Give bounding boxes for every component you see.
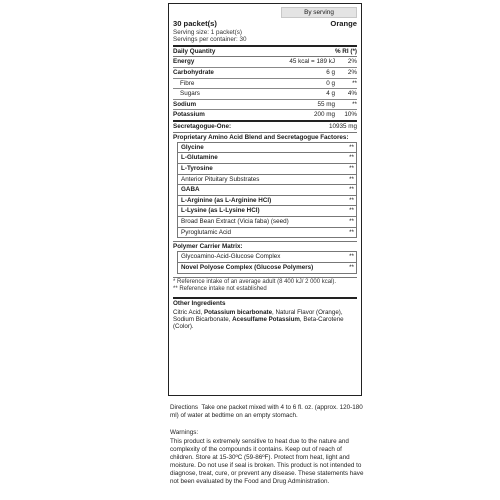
ingredient-name: Broad Bean Extract (Vicia faba) (seed) [181,217,289,225]
ingredient-ri: ** [349,165,354,172]
nutrient-ri: 2% [347,58,357,66]
daily-quantity-header [173,47,357,56]
nutrition-label [168,3,362,396]
secretagogue-name: Secretagogue-One: [173,122,232,130]
warnings-label: Warnings: [170,429,199,437]
nutrient-amount: 4 g [326,90,335,98]
ingredient-ri: ** [349,196,354,204]
ingredient-row [178,196,356,207]
ingredient-part: , Beta-Carotene (Color). [173,315,344,330]
ingredient-name: Anterior Pituitary Substrates [181,175,260,183]
label-header [173,20,357,29]
directions-label: Directions [170,404,198,411]
flavor: Orange [330,19,357,28]
nutrient-amount: 55 mg [317,100,335,108]
servings-per-container: Servings per container: 30 [173,35,247,43]
ingredient-row [178,228,356,239]
ingredient-row [178,164,356,175]
ingredient-ri: ** [349,263,354,271]
nutrient-amount: 45 kcal = 189 kJ [289,58,335,66]
by-serving-tab[interactable]: By serving [281,7,357,18]
proprietary-title: Proprietary Amino Acid Blend and Secretagogue Factores: [173,133,349,141]
nutrient-ri: ** [352,79,357,87]
secretagogue-amount: 10935 mg [328,122,357,130]
nutrient-amount: 0 g [326,79,335,87]
ingredients-text [173,309,357,330]
ingredient-name: GABA [181,186,200,194]
ri-header: % RI (*) [334,48,357,56]
ingredient-ri: ** [349,207,354,215]
ingredient-ri: ** [349,175,354,183]
ingredient-ri: ** [349,143,354,151]
ingredient-row [178,185,356,196]
nutrient-ri: 2% [347,69,357,77]
ingredient-name: L-Arginine (as L-Arginine HCl) [181,196,272,204]
nutrient-amount: 200 mg [313,111,335,119]
nutrient-name: Sugars [180,90,200,98]
nutrient-name: Fibre [180,79,195,87]
secretagogue-row [173,122,357,132]
ingredient-ri: ** [349,253,354,261]
ingredient-row [178,217,356,228]
nutrient-row [173,109,357,120]
ingredient-name: Pyroglutamic Acid [181,228,232,236]
ingredient-part: Potassium bicarbonate [203,308,273,316]
nutrient-ri: 10% [344,111,357,119]
footnote-not-established: ** Reference intake not established [173,286,267,293]
ingredient-ri: ** [349,154,354,162]
nutrient-name: Carbohydrate [173,69,214,77]
proprietary-list [177,142,357,238]
polymer-list [177,251,357,273]
ingredient-row [178,175,356,186]
ingredient-name: L-Tyrosine [181,165,213,172]
ingredient-ri: ** [349,228,354,236]
nutrient-row [173,57,357,67]
nutrient-table [173,57,357,120]
nutrient-row [173,88,357,99]
polymer-title: Polymer Carrier Matrix: [173,243,243,251]
directions [170,404,364,420]
ingredient-name: L-Glutamine [181,154,218,162]
directions-warnings [170,404,364,487]
ingredient-row [178,143,356,154]
nutrient-row [173,99,357,110]
footnote-reference: * Reference intake of an average adult (8 400 kJ/ 2 000 kcal). [173,278,337,285]
nutrient-row [173,67,357,78]
ingredient-ri: ** [349,186,354,194]
nutrient-ri: 4% [347,90,357,98]
serving-size: Serving size: 1 packet(s) [173,28,242,36]
ingredient-name: Novel Polyose Complex (Glucose Polymers) [181,263,314,271]
nutrient-name: Energy [173,58,195,66]
ingredient-name: Glycine [181,143,204,151]
nutrient-ri: ** [352,100,357,108]
warnings-text: This product is extremely sensitive to heat due to the nature and complexity of the compounds it contains. Keep out of reach of children. Store at 15-30ºC (59-86ºF). Protect from heat, light and moisture. Do not use if seal is broken. This product is not intended to diagnose, treat, cure, or prevent any disease. These statements have not been evaluated by the Food and Drug Administration. [170,437,364,486]
ingredient-name: L-Lysine (as L-Lysine HCl) [181,207,260,215]
ingredient-ri: ** [349,217,354,225]
packets-count: 30 packet(s) [173,19,217,28]
ingredient-row [178,263,356,274]
nutrient-name: Sodium [173,100,197,108]
other-ingredients-title: Other Ingredients [173,300,226,308]
daily-quantity-label: Daily Quantity [173,48,216,56]
nutrient-name: Potassium [173,111,205,119]
ingredient-row [178,153,356,164]
nutrient-row [173,78,357,89]
ingredient-row [178,206,356,217]
ingredient-part: Acesulfame Potassium [232,315,300,323]
label-body [173,20,357,330]
directions-text: Take one packet mixed with 4 to 6 fl. oz. (approx. 120-180 ml) of water at bedtime on an empty stomach. [170,404,363,420]
ingredient-part: Citric Acid, [173,308,204,316]
ingredient-part: , Natural Flavor (Orange), Sodium Bicarbonate, [173,308,343,323]
ingredient-row [178,252,356,263]
ingredient-name: Glycoamino-Acid-Glucose Complex [181,253,281,261]
nutrient-amount: 6 g [326,69,335,77]
